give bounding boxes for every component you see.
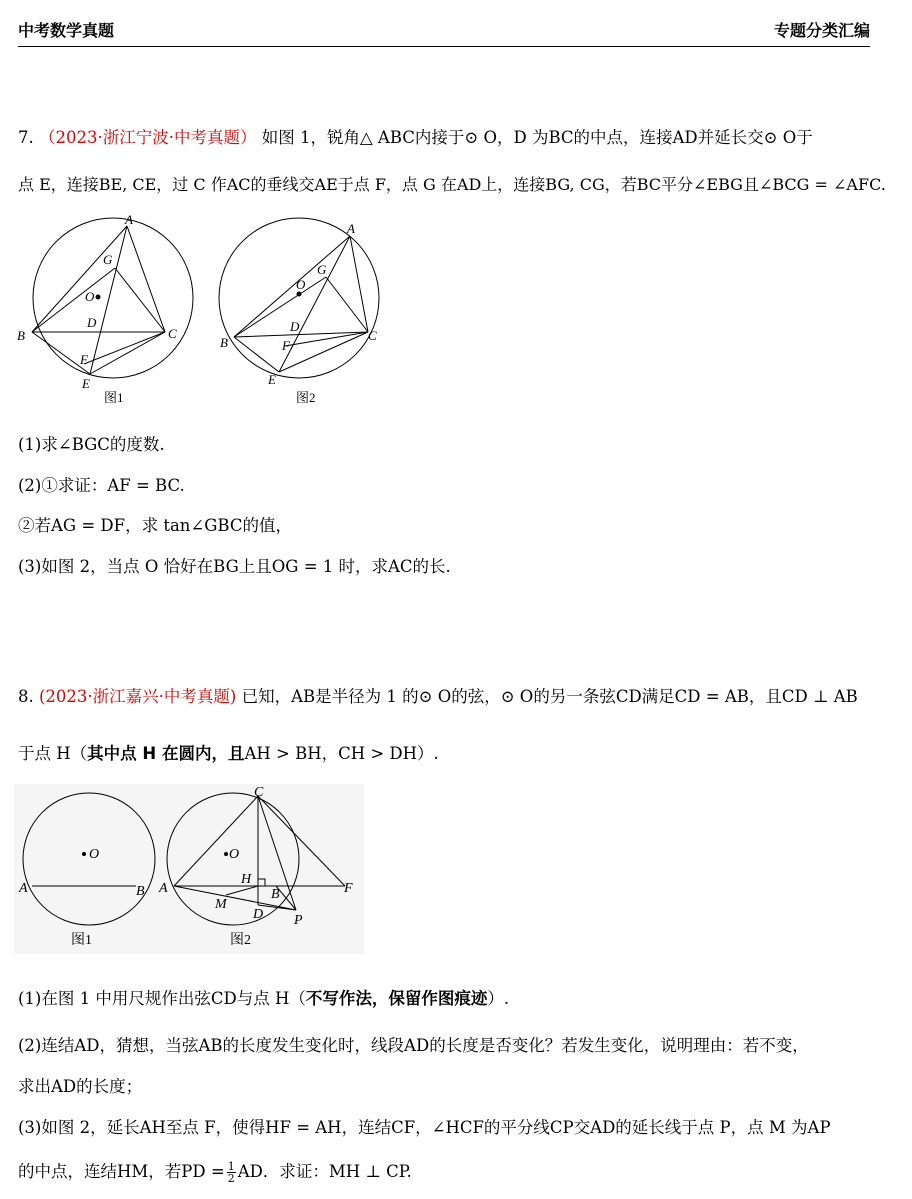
svg-text:B: B [220, 335, 228, 350]
q8-part2: (2)连结AD，猜想，当弦AB的长度发生变化时，线段AD的长度是否变化？若发生变化，说明理由：若不变， [18, 1036, 809, 1055]
svg-text:O: O [89, 847, 100, 862]
svg-text:A: A [19, 881, 28, 896]
q8-text1: 已知，AB是半径为 1 的⊙ O的弦，⊙ O的另一条弦CD满足CD = AB，且CD ⊥ AB [241, 687, 858, 706]
q7-text1: 如图 1，锐角△ ABC内接于⊙ O，D 为BC的中点，连接AD并延长交⊙ O于 [261, 128, 813, 147]
q8-line1 [18, 683, 858, 707]
page-header [18, 14, 870, 47]
svg-text:G: G [317, 262, 327, 277]
svg-text:B: B [17, 328, 25, 343]
svg-text:F: F [282, 338, 290, 353]
q8-figures [14, 784, 364, 954]
svg-text:A: A [159, 881, 168, 896]
q7-part2b: ②若AG = DF，求 tan∠GBC的值， [18, 516, 292, 535]
q8-fig1-caption: 图1 [71, 933, 92, 948]
q7-part1: (1)求∠BGC的度数. [18, 435, 165, 454]
svg-text:A: A [125, 214, 133, 227]
svg-text:H: H [241, 872, 252, 887]
q7-fig2-circle [219, 218, 379, 378]
svg-text:E: E [268, 372, 276, 387]
q8-part3b: 的中点，连结HM，若PD = $\frac{1}{2}$ AD．求证：MH ⊥ CP. [18, 1160, 412, 1185]
svg-text:O: O [229, 847, 240, 862]
svg-text:F: F [80, 352, 88, 367]
svg-text:B: B [271, 887, 280, 902]
svg-text:D: D [87, 315, 97, 330]
q8-number: 8. [18, 687, 34, 706]
svg-text:O: O [85, 289, 95, 304]
q8-source: (2023·浙江嘉兴·中考真题) [39, 687, 237, 706]
svg-text:C: C [368, 328, 377, 343]
svg-text:A: A [347, 221, 355, 236]
svg-text:D: D [290, 319, 300, 334]
q8-bold-note: 其中点 H 在圆内，且 [87, 744, 245, 763]
q7-fig1-caption: 图1 [104, 390, 124, 405]
q7-source: （2023·浙江宁波·中考真题） [39, 128, 257, 147]
header-category: 专题分类汇编 [773, 21, 870, 40]
svg-text:O: O [296, 277, 306, 292]
q7-figures [14, 214, 394, 410]
header-title: 中考数学真题 [18, 21, 115, 40]
svg-text:P: P [294, 913, 303, 928]
q8-fig2-caption: 图2 [230, 933, 251, 948]
svg-text:B: B [136, 884, 145, 899]
q7-part3: (3)如图 2，当点 O 恰好在BG上且OG = 1 时，求AC的长. [18, 557, 451, 576]
q7-fig2-caption: 图2 [296, 390, 316, 405]
svg-text:C: C [168, 326, 177, 341]
q8-part2b: 求出AD的长度； [18, 1077, 143, 1096]
svg-text:E: E [82, 376, 90, 391]
q8-part1: (1)在图 1 中用尺规作出弦CD与点 H（不写作法，保留作图痕迹）. [18, 989, 510, 1008]
q8-bold-note2: 不写作法，保留作图痕迹 [305, 989, 488, 1008]
q7-part2: (2)①求证：AF = BC. [18, 476, 185, 495]
svg-text:D: D [253, 907, 264, 922]
svg-text:G: G [103, 252, 113, 267]
svg-text:F: F [344, 881, 353, 896]
q8-part3: (3)如图 2，延长AH至点 F，使得HF = AH，连结CF，∠HCF的平分线CP交AD的延长线于点 P，点 M 为AP [18, 1118, 831, 1137]
fraction-one-half: $\frac{1}{2}$ [227, 1160, 235, 1185]
svg-text:M: M [215, 897, 227, 912]
q7-line1 [18, 124, 813, 148]
q7-line2: 点 E，连接BE, CE，过 C 作AC的垂线交AE于点 F，点 G 在AD上，连接BG, CG，若BC平分∠EBG且∠BCG = ∠AFC. [18, 175, 886, 194]
q8-line2: 于点 H（其中点 H 在圆内，且AH > BH，CH > DH）. [18, 744, 439, 763]
q7-number: 7. [18, 128, 34, 147]
svg-text:C: C [254, 785, 264, 800]
